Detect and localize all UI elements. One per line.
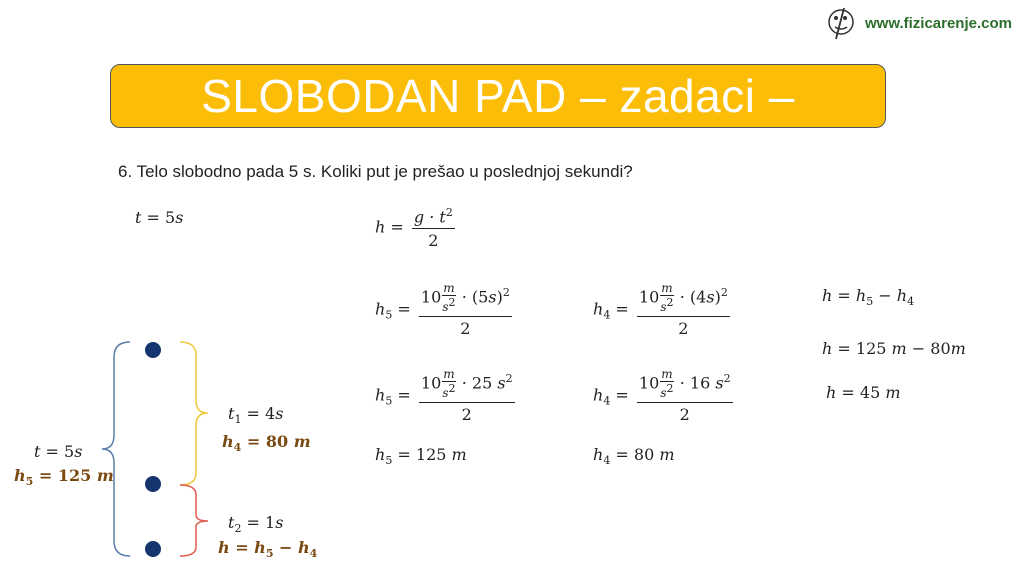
logo-text: www.fizicarenje.com — [865, 14, 1012, 32]
eq-h5-line1: $h_5$ = 10 $\frac{m}{s^2}$ · $(5s)^2$ 2 — [375, 281, 510, 338]
given-time: t = 5s — [135, 208, 184, 227]
page-title: SLOBODAN PAD – zadaci – — [201, 70, 795, 122]
position-dot-5s — [145, 541, 161, 557]
eq-result-2: h = 125 m − 80m — [822, 339, 966, 358]
diagram-h-diff: $h = h_5 - h_4$ — [218, 538, 318, 561]
eq-result-1: $h = h_5 - h_4$ — [822, 286, 915, 309]
logo-mark-icon — [827, 6, 861, 40]
title-banner — [110, 64, 886, 128]
eq-h4-result: $h_4 = 80$ m — [593, 445, 675, 468]
problem-question: 6. Telo slobodno pada 5 s. Koliki put je prešao u poslednjoj sekundi? — [118, 162, 633, 181]
diagram-t2: $t_2 = 1s$ — [228, 513, 284, 536]
yellow-brace — [180, 342, 208, 485]
eq-result-3: h = 45 m — [826, 383, 901, 402]
position-dot-4s — [145, 476, 161, 492]
fall-diagram-braces — [100, 335, 230, 565]
diagram-h4: $h_4 = 80$ m — [222, 432, 311, 455]
eq-h5-result: $h_5 = 125$ m — [375, 445, 467, 468]
position-dot-start — [145, 342, 161, 358]
diagram-h5: $h_5 = 125$ m — [14, 466, 114, 489]
diagram-t-total: t = 5s — [34, 442, 83, 461]
eq-h4-line1: $h_4$ = 10 $\frac{m}{s^2}$ · $(4s)^2$ 2 — [593, 281, 728, 338]
eq-h4-line2: $h_4$ = 10 $\frac{m}{s^2}$ · 16 $s^2$ 2 — [593, 367, 731, 424]
formula-h: h = $\frac{g \cdot t^2}{2}$ — [375, 206, 453, 251]
eq-h5-line2: $h_5$ = 10 $\frac{m}{s^2}$ · 25 $s^2$ 2 — [375, 367, 513, 424]
blue-brace — [102, 342, 130, 556]
diagram-t1: $t_1 = 4s$ — [228, 404, 284, 427]
red-brace — [180, 485, 208, 556]
site-logo[interactable] — [827, 6, 1012, 40]
